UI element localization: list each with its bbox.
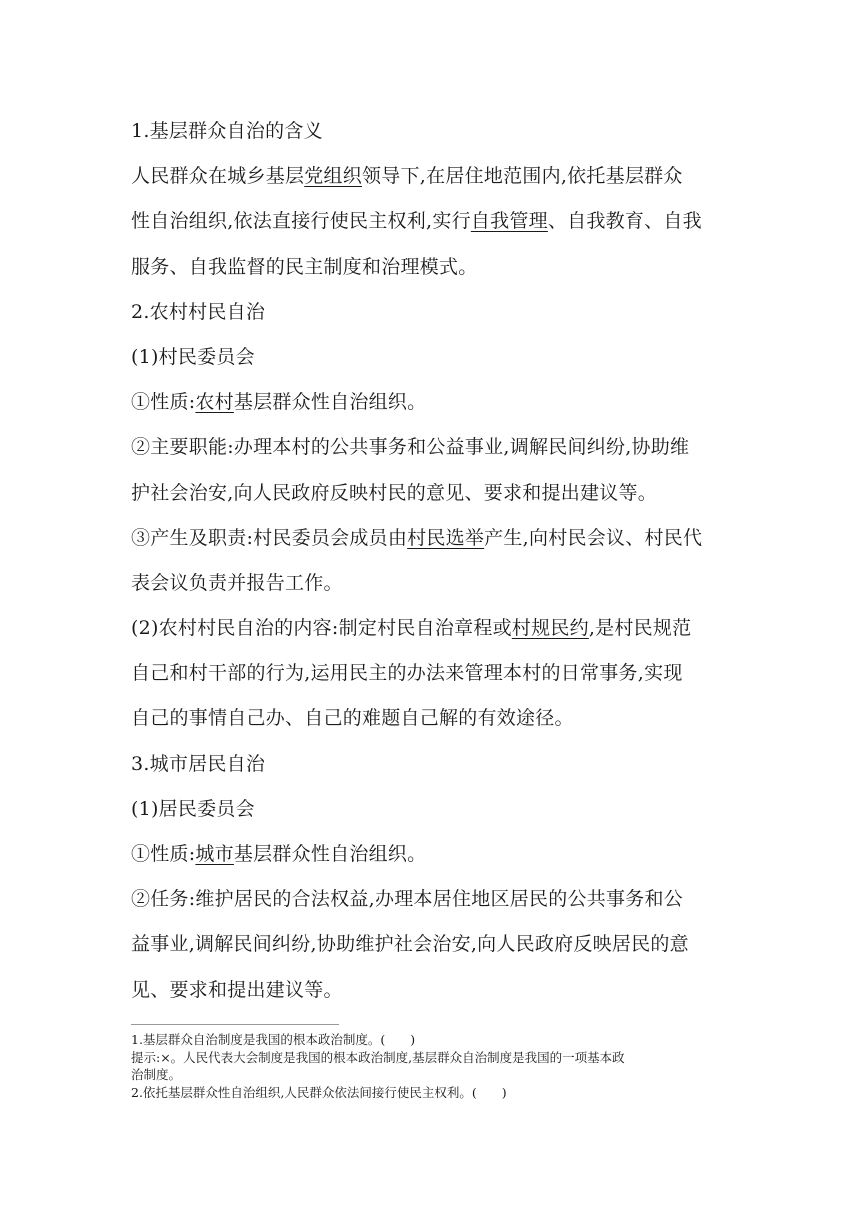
text-segment: 3.城市居民自治 [131, 752, 266, 775]
text-segment: 护社会治安,向人民政府反映村民的意见、要求和提出建议等。 [131, 481, 658, 504]
text-line [131, 425, 736, 470]
underlined-keyword: 村民选举 [407, 526, 485, 549]
text-line [131, 787, 736, 832]
text-line [131, 832, 736, 877]
underlined-keyword: 自我管理 [470, 210, 548, 233]
note-line: 治制度。 [131, 1067, 182, 1083]
text-line [131, 109, 736, 154]
text-segment: (1)村民委员会 [131, 345, 255, 368]
text-line [131, 245, 736, 290]
text-segment: 性自治组织,依法直接行使民主权利,实行 [131, 210, 471, 233]
note-line: 2.依托基层群众性自治组织,人民群众依法间接行使民主权利。( ) [131, 1084, 507, 1100]
text-segment: 1.基层群众自治的含义 [131, 120, 323, 142]
text-segment: 领导下,在居住地范围内,依托基层群众 [362, 165, 683, 188]
text-line [131, 516, 736, 561]
text-line [131, 742, 736, 787]
text-line [131, 651, 736, 696]
text-segment: 基层群众性自治组织。 [233, 843, 427, 865]
text-line [131, 380, 736, 425]
text-segment: 人民群众在城乡基层 [131, 165, 305, 188]
text-segment: ①性质: [131, 843, 196, 865]
text-segment: (1)居民委员会 [131, 797, 255, 820]
text-line [131, 471, 736, 516]
text-line [131, 696, 736, 741]
text-line [131, 290, 736, 335]
text-segment: 基层群众性自治组织。 [233, 391, 427, 414]
text-segment: 益事业,调解民间纠纷,协助维护社会治安,向人民政府反映居民的意 [131, 933, 689, 956]
text-segment: ③产生及职责:村民委员会成员由 [131, 526, 408, 549]
text-line [131, 335, 736, 380]
text-line [131, 968, 736, 1013]
underlined-keyword: 城市 [195, 843, 234, 865]
note-line: 1.基层群众自治制度是我国的根本政治制度。( ) [131, 1032, 416, 1047]
text-segment: 见、要求和提出建议等。 [131, 978, 343, 1001]
text-segment: 2.农村村民自治 [131, 300, 266, 323]
text-segment: 自己和村干部的行为,运用民主的办法来管理本村的日常事务,实现 [131, 662, 683, 685]
text-segment: ②任务:维护居民的合法权益,办理本居住地区居民的公共事务和公 [131, 888, 683, 911]
underlined-keyword: 党组织 [304, 165, 363, 188]
text-segment: 、自我教育、自我 [547, 210, 702, 233]
footnote-divider [131, 1024, 339, 1025]
practice-notes [131, 1031, 741, 1101]
text-line [131, 922, 736, 967]
text-segment: 服务、自我监督的民主制度和治理模式。 [131, 255, 478, 278]
main-text [131, 109, 736, 1013]
text-segment: (2)农村村民自治的内容:制定村民自治章程或 [131, 617, 512, 640]
text-line [131, 561, 736, 606]
text-segment: ,是村民规范 [588, 617, 692, 640]
text-segment: 自己的事情自己办、自己的难题自己解的有效途径。 [131, 707, 574, 730]
text-segment: 表会议负责并报告工作。 [131, 571, 343, 594]
underlined-keyword: 农村 [195, 391, 234, 414]
text-segment: ①性质: [131, 391, 196, 414]
text-line [131, 606, 736, 651]
text-line [131, 877, 736, 922]
text-segment: 产生,向村民会议、村民代 [484, 526, 703, 549]
text-line [131, 154, 736, 199]
underlined-keyword: 村规民约 [511, 617, 589, 640]
note-line: 提示:×。人民代表大会制度是我国的根本政治制度,基层群众自治制度是我国的一项基本政 [131, 1049, 625, 1065]
text-line [131, 199, 736, 244]
text-segment: ②主要职能:办理本村的公共事务和公益事业,调解民间纠纷,协助维 [131, 436, 690, 459]
